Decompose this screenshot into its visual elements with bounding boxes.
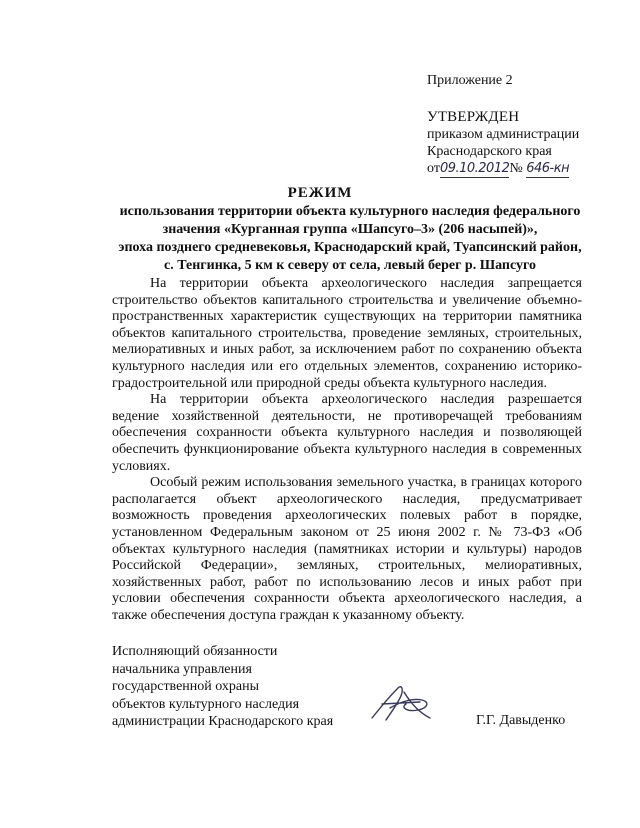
subtitle-line: значения «Курганная группа «Шапсуго–3» (206 насыпей)», (162, 222, 538, 237)
position-line: государственной охраны (112, 679, 260, 694)
subtitle-line: использования территории объекта культурного наследия федерального (119, 204, 581, 219)
handwritten-signature (360, 678, 460, 728)
body-paragraph: На территории объекта археологического наследия разрешается ведение хозяйственной деятельности, не противоречащей требованиям обеспечения сохранности объекта культурного наследия и позволяющей обеспечить функционирование объекта культурного наследия в современных условиях. (112, 392, 582, 474)
approval-line: Краснодарского края (427, 144, 552, 159)
position-line: начальника управления (112, 661, 252, 677)
order-date: 09.10.2012 (439, 161, 510, 176)
body-paragraph: Особый режим использования земельного участка, в границах которого располагается объект археологического наследия, предусматривает возможность проведения археологических полевых работ в порядке, установленном Федеральным законом от 25 июня 2002 г. № 73-ФЗ «Об объектах культурного наследия (памятниках истории и культуры) народов Российской Федерации», земляных, строительных, мелиоративных, хозяйственных работ, работ по использованию лесов и иных работ при условии обеспечения сохранности объекта археологического наследия, а также обеспечения доступа граждан к указанному объекту. (112, 475, 582, 623)
order-prefix: от (427, 161, 440, 176)
appendix-label: Приложение 2 (427, 73, 513, 88)
position-line: администрации Краснодарского края (112, 714, 334, 729)
approval-line: приказом администрации (427, 127, 580, 142)
signatory-name: Г.Г. Давыденко (476, 713, 566, 728)
order-number-label: № (509, 161, 523, 176)
signatory-position (112, 643, 352, 731)
body-paragraph: На территории объекта археологического наследия запрещается строительство объектов капитального строительства и увеличение объемно-пространственных характеристик существующих на территории памятника объектов капитального строительства, проведение земляных, строительных, мелиоративных и иных работ, за исключением работ по сохранению объекта культурного наследия или его отдельных элементов, сохранению историко-градостроительной или природной среды объекта культурного наследия. (112, 276, 582, 391)
document-subtitle (112, 203, 588, 275)
approved-label: УТВЕРЖДЕН (427, 109, 520, 125)
document-title: РЕЖИМ (287, 185, 353, 201)
subtitle-line: с. Тенгинка, 5 км к северу от села, левый берег р. Шапсуго (163, 258, 537, 273)
subtitle-line: эпоха позднего средневековья, Краснодарский край, Туапсинский район, (118, 240, 582, 255)
position-line: Исполняющий обязанности (112, 644, 278, 659)
approval-header (427, 72, 627, 178)
order-number: 646-кн (526, 161, 570, 176)
order-reference (427, 160, 627, 178)
position-line: объектов культурного наследия (112, 696, 300, 712)
document-body (112, 276, 582, 624)
